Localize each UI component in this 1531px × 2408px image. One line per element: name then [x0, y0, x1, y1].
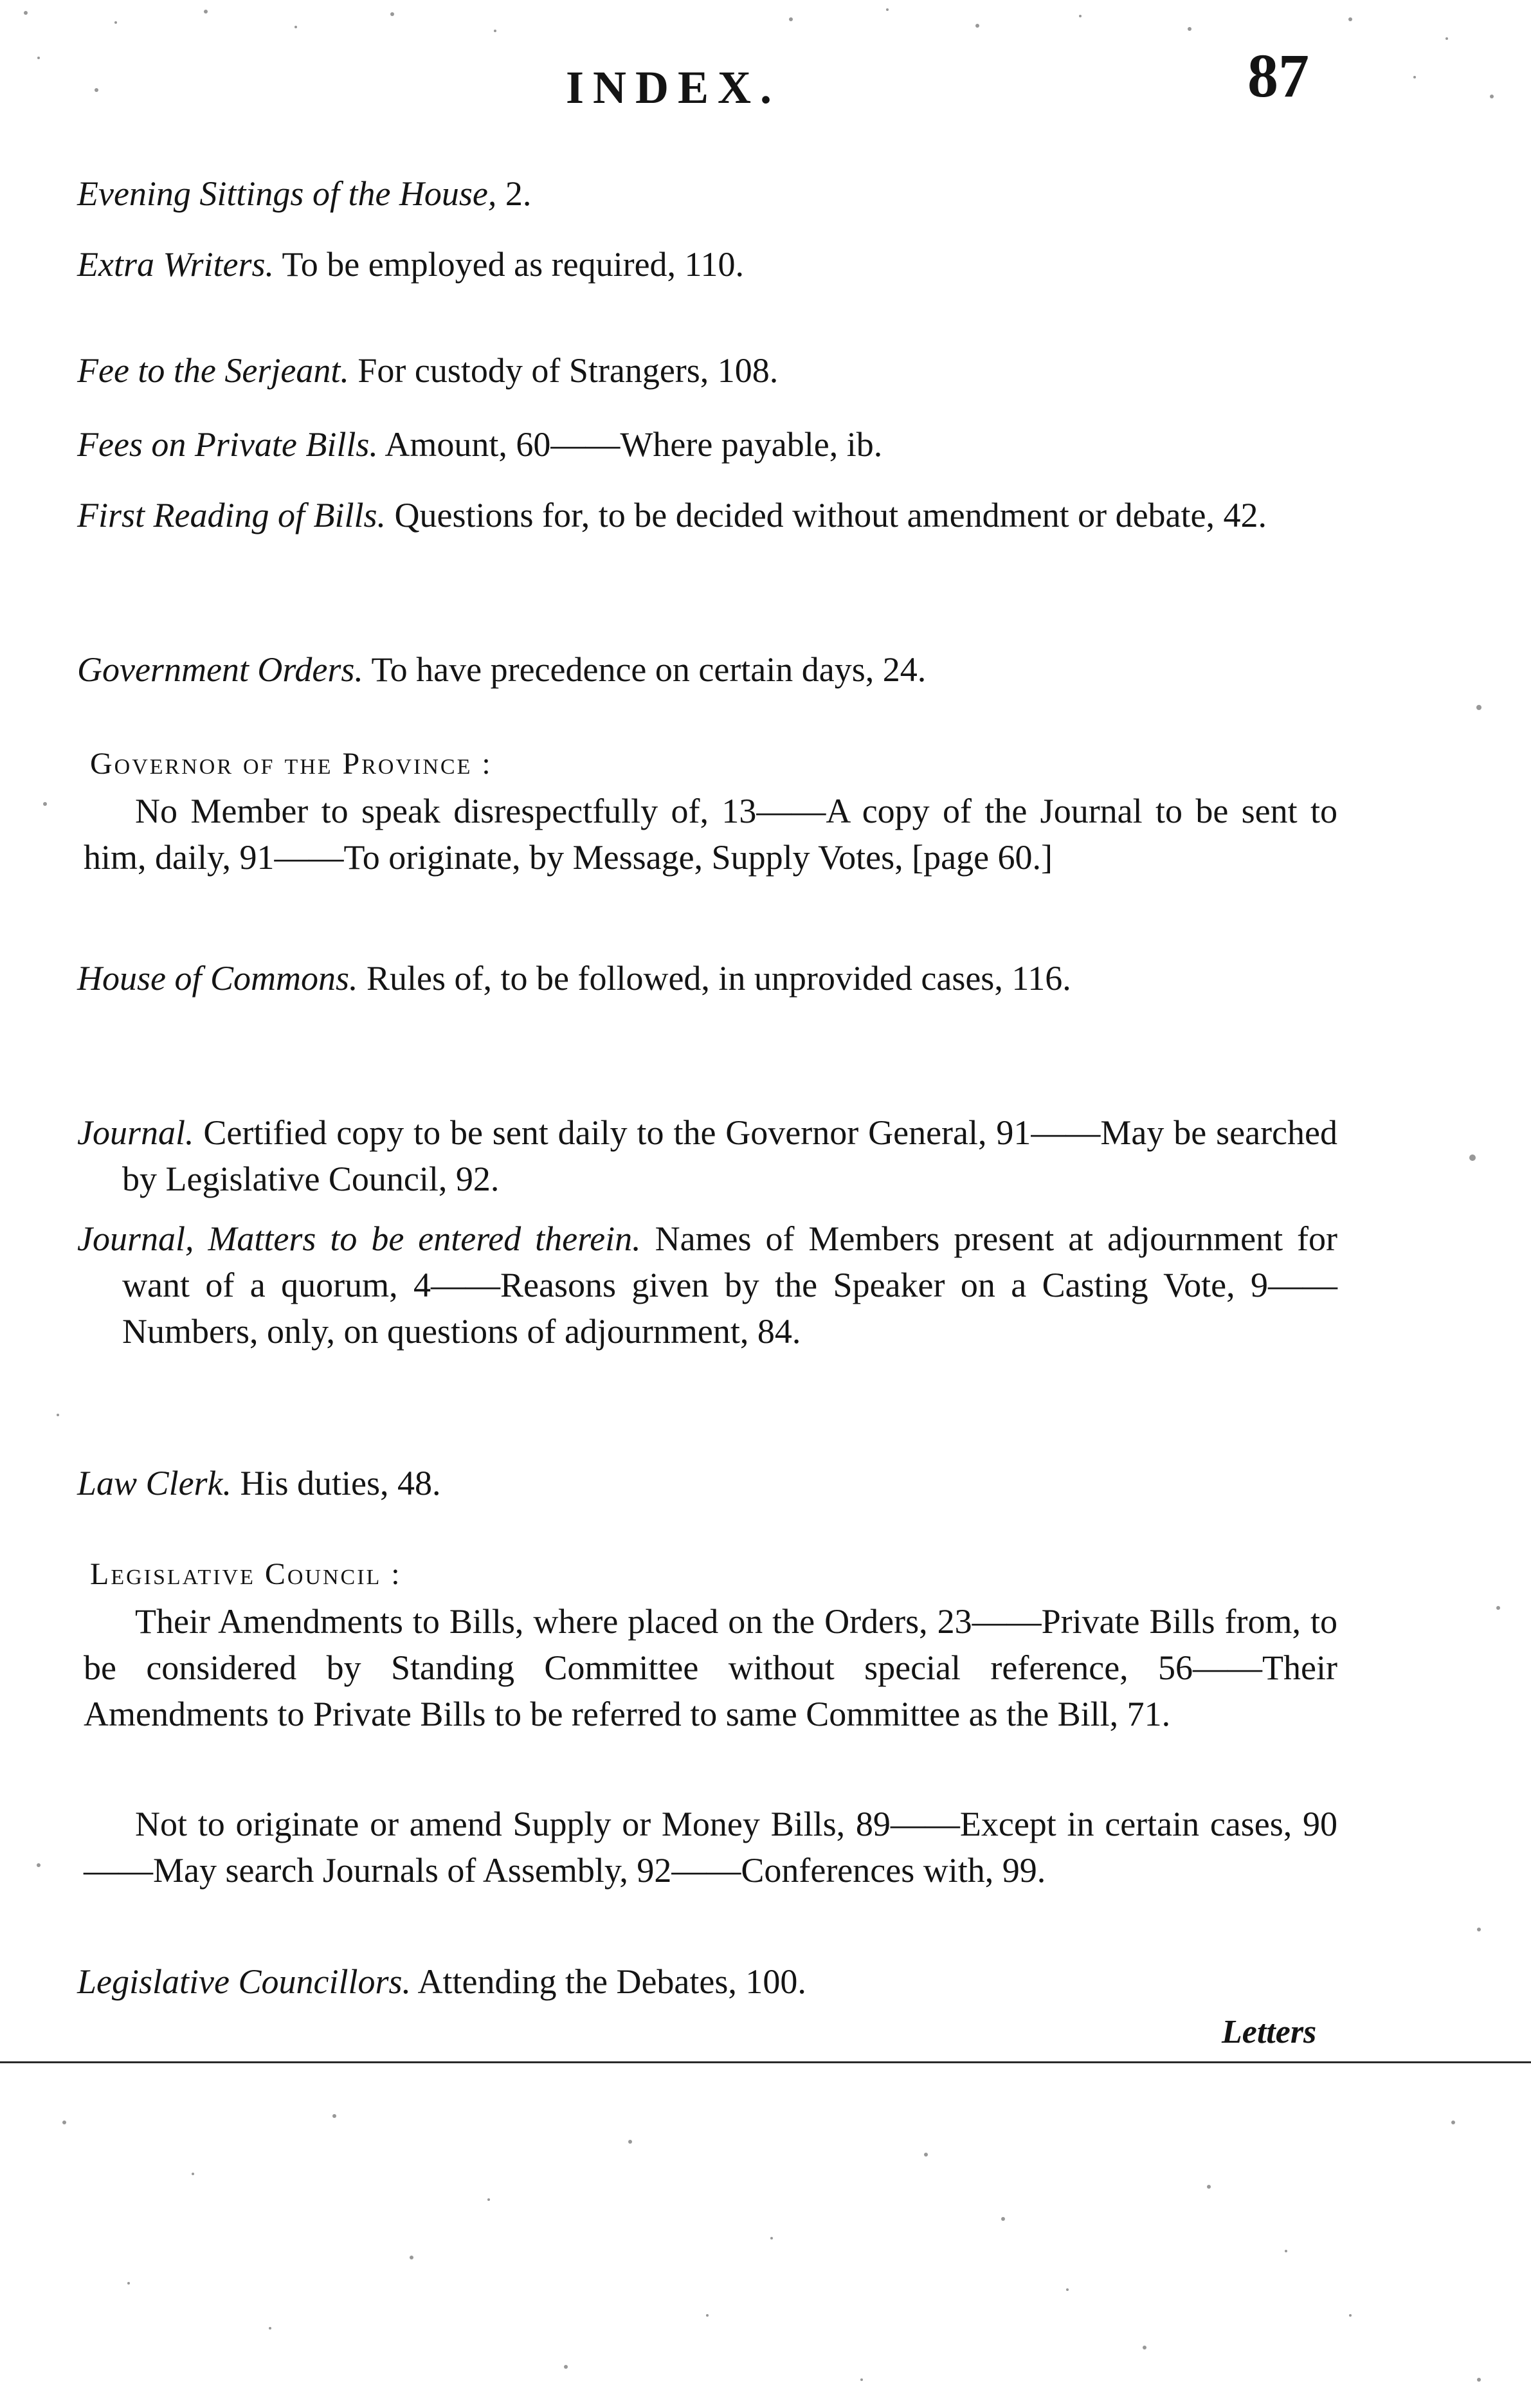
entry-text: Rules of, to be followed, in unprovided cases, 116. — [358, 959, 1071, 998]
index-entry — [77, 170, 1337, 217]
entry-text: 2. — [496, 174, 532, 213]
entry-term: Fee to the Serjeant. — [77, 351, 349, 390]
entry-text: Questions for, to be decided without amendment or debate, 42. — [386, 496, 1267, 534]
governor-paragraph: No Member to speak disrespectfully of, 13——A copy of the Journal to be sent to him, daily, 91——To originate, by Message, Supply Votes, [page 60.] — [84, 792, 1337, 877]
index-entry — [77, 1460, 1337, 1506]
catchword: Letters — [1222, 2014, 1317, 2050]
page-header-title: INDEX. — [566, 62, 781, 113]
index-entry — [77, 955, 1337, 1001]
entry-term: Journal. — [77, 1113, 194, 1152]
index-entry — [77, 241, 1337, 287]
index-entry — [77, 646, 1337, 693]
entry-term: Legislative Councillors. — [77, 1962, 411, 2001]
page-number: 87 — [1247, 41, 1309, 110]
index-entry — [77, 1958, 1337, 2005]
bottom-rule — [0, 2061, 1531, 2063]
entry-term: House of Commons. — [77, 959, 358, 998]
index-entry — [77, 347, 1337, 394]
entry-text: For custody of Strangers, 108. — [349, 351, 779, 390]
entry-text: To have precedence on certain days, 24. — [363, 650, 927, 689]
entry-term: Fees on Private Bills. — [77, 425, 378, 464]
entry-term: First Reading of Bills. — [77, 496, 386, 534]
index-entry — [77, 1109, 1337, 1202]
entry-text: His duties, 48. — [231, 1464, 441, 1502]
entry-text: Names of Members present at adjournment for want of a quorum, 4——Reasons given by the Speaker on a Casting Vote, 9——Numbers, only, on questions of adjournment, 84. — [122, 1219, 1337, 1351]
entry-term: Law Clerk. — [77, 1464, 232, 1502]
entry-text: Certified copy to be sent daily to the Governor General, 91——May be searched by Legislative Council, 92. — [122, 1113, 1337, 1198]
entry-term: Government Orders. — [77, 650, 363, 689]
council-paragraph-1: Their Amendments to Bills, where placed on the Orders, 23——Private Bills from, to be considered by Standing Committee without special reference, 56——Their Amendments to Private Bills to be referred to same Committee as the Bill, 71. — [84, 1602, 1337, 1733]
council-paragraph-2: Not to originate or amend Supply or Money Bills, 89——Except in certain cases, 90——May search Journals of Assembly, 92——Conferences with, 99. — [84, 1805, 1337, 1890]
entry-text: Amount, 60——Where payable, ib. — [377, 425, 883, 464]
index-entry — [77, 492, 1337, 538]
entry-term: Journal, Matters to be entered therein. — [77, 1219, 641, 1258]
entry-text: To be employed as required, 110. — [274, 245, 745, 284]
entry-term: Extra Writers. — [77, 245, 274, 284]
index-entry — [77, 1216, 1337, 1354]
index-entry — [77, 421, 1337, 468]
entry-term: Evening Sittings of the House, — [77, 174, 497, 213]
section-heading-council: Legislative Council : — [90, 1557, 402, 1591]
entry-text: Attending the Debates, 100. — [411, 1962, 806, 2001]
section-heading-governor: Governor of the Province : — [90, 747, 493, 781]
